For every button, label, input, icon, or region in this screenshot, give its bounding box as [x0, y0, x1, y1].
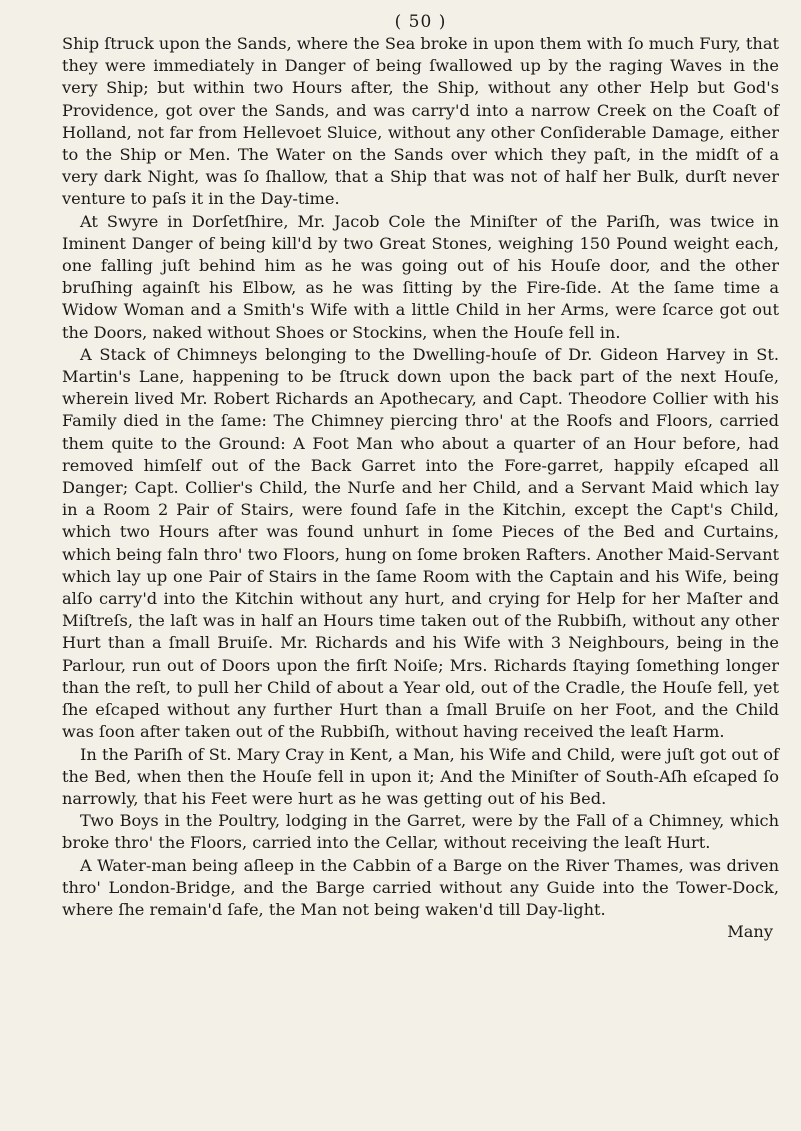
catchword: Many	[727, 922, 773, 942]
paragraph-swyre: At Swyre in Dorſetſhire, Mr. Jacob Cole the Miniſter of the Pariſh, was twice in Iminent Danger of being kill'd by two Great Stones, weighing 150 Pound weight each, one falling juſt behind him as he was going out of his Houſe door, and the other bruſhing againſt his Elbow, as he was ſitting by the Fire-ſide. At the ſame time a Widow Woman and a Smith's Wife with a little Child in her Arms, were ſcarce got out the Doors, naked without Shoes or Stockins, when the Houſe fell in.	[62, 211, 779, 342]
paragraph-poultry: Two Boys in the Poultry, lodging in the Garret, were by the Fall of a Chimney, which broke thro' the Floors, carried into the Cellar, without receiving the leaſt Hurt.	[62, 811, 779, 853]
paragraph-ship-sands: Ship ſtruck upon the Sands, where the Sea broke in upon them with ſo much Fury, that they were immediately in Danger of being ſwallowed up by the raging Waves in the very Ship; but within two Hours after, the Ship, without any other Help but God's Providence, got over the Sands, and was carry'd into a narrow Creek on the Coaſt of Holland, not far from Hellevoet Sluice, without any other Conſiderable Damage, either to the Ship or Men. The Water on the Sands over which they paſt, in the midſt of a very dark Night, was ſo ſhallow, that a Ship that was not of half her Bulk, durſt never venture to paſs it in the Day-time.	[62, 34, 779, 209]
page-number: ( 50 )	[394, 12, 447, 32]
paragraph-waterman: A Water-man being aſleep in the Cabbin of a Barge on the River Thames, was driven thro' London-Bridge, and the Barge carried without any Guide into the Tower-Dock, where ſhe remain'd ſafe, the Man not being waken'd till Day-light.	[62, 855, 779, 919]
paragraph-mary-cray: In the Pariſh of St. Mary Cray in Kent, a Man, his Wife and Child, were juſt got out of the Bed, when then the Houſe fell in upon it; And the Miniſter of South-Aſh eſcaped ſo narrowly, that his Feet were hurt as he was getting out of his Bed.	[62, 744, 779, 808]
paragraph-chimney-stack: A Stack of Chimneys belonging to the Dwelling-houſe of Dr. Gideon Harvey in St. Martin's Lane, happening to be ſtruck down upon the back part of the next Houſe, wherein lived Mr. Robert Richards an Apothecary, and Capt. Theodore Collier with his Family died in the ſame: The Chimney piercing thro' at the Roofs and Floors, carried them quite to the Ground: A Foot Man who about a quarter of an Hour before, had removed himſelf out of the Back Garret into the Fore-garret, happily eſcaped all Danger; Capt. Collier's Child, the Nurſe and her Child, and a Servant Maid which lay in a Room 2 Pair of Stairs, were found ſafe in the Kitchin, except the Capt's Child, which two Hours after was found unhurt in ſome Pieces of the Bed and Curtains, which being faln thro' two Floors, hung on ſome broken Rafters. Another Maid-Servant which lay up one Pair of Stairs in the ſame Room with the Captain and his Wife, being alſo carry'd into the Kitchin without any hurt, and crying for Help for her Maſter and Miſtreſs, the laſt was in half an Hours time taken out of the Rubbiſh, without any other Hurt than a ſmall Bruiſe. Mr. Richards and his Wife with 3 Neighbours, being in the Parlour, run out of Doors upon the firſt Noiſe; Mrs. Richards ſtaying ſomething longer than the reſt, to pull her Child of about a Year old, out of the Cradle, the Houſe fell, yet ſhe eſcaped without any further Hurt than a ſmall Bruiſe on her Foot, and the Child was ſoon after taken out of the Rubbiſh, without having received the leaſt Harm.	[62, 344, 780, 742]
body-text	[62, 33, 779, 921]
